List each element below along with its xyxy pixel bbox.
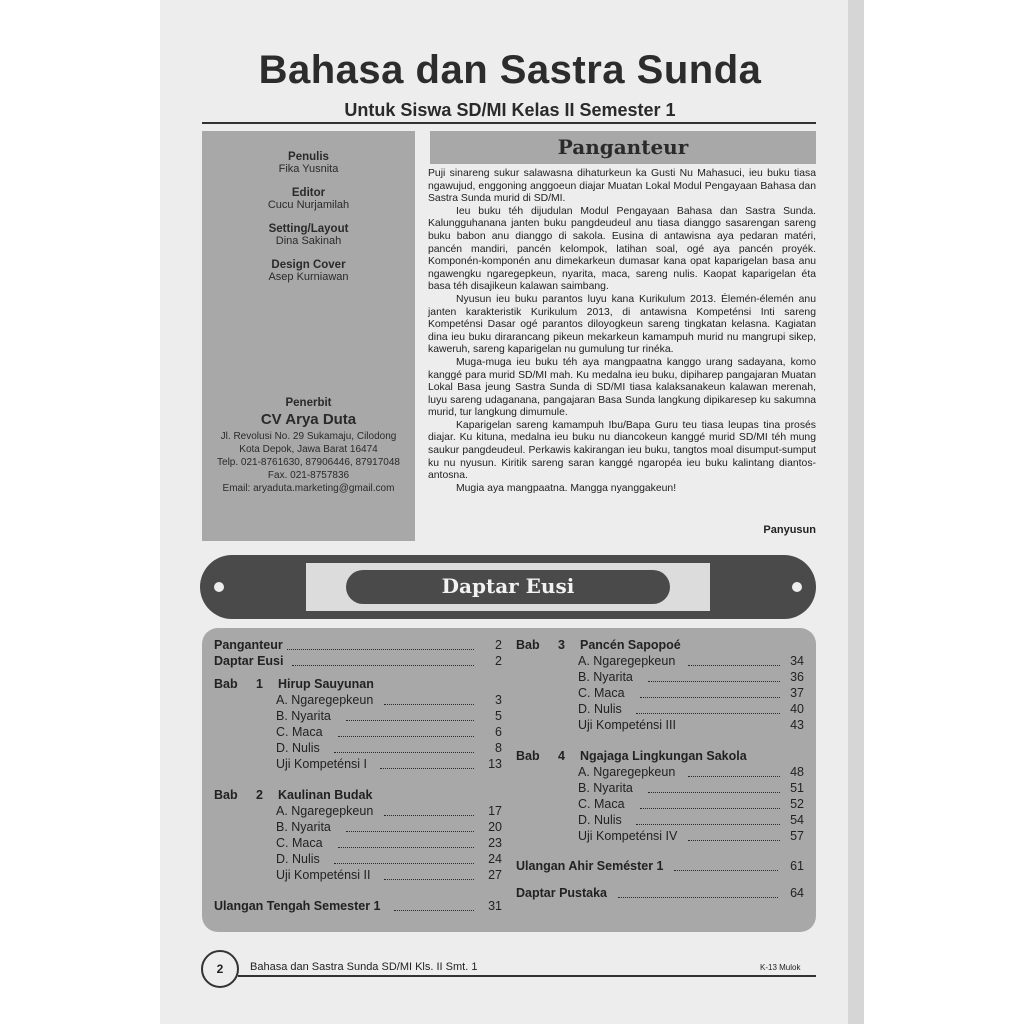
toc-entry-preface [214,638,502,653]
toc-entry-page: 31 [488,899,502,913]
toc-entry-label: C. Maca [276,725,326,740]
page-number: 2 [201,950,239,988]
toc-entry-page: 54 [790,813,804,827]
banner-pill [346,570,670,604]
credit-name: Dina Sakinah [275,235,342,247]
chapter-bab: Bab [516,638,540,652]
toc-panel [202,628,816,932]
credit-role: Editor [291,187,326,199]
publisher-block [202,397,415,495]
toc-title: Daptar Eusi [441,574,575,598]
toc-entry-label: B. Nyarita [276,820,334,835]
chapter-number: 3 [558,638,565,652]
publisher-name: CV Arya Duta [260,411,357,428]
toc-entry [578,781,804,796]
credit-writer [202,151,415,175]
toc-entry [276,820,502,835]
toc-entry-contents [214,654,502,669]
toc-entry [276,868,502,883]
toc-entry [276,725,502,740]
chapter-title: Pancén Sapopoé [580,638,681,652]
toc-entry-page: 17 [488,804,502,818]
toc-entry-page: 2 [495,654,502,668]
chapter-number: 2 [256,788,263,802]
chapter-bab: Bab [214,788,238,802]
toc-entry-midterm [214,899,502,914]
toc-entry-label: Uji Kompeténsi IV [578,829,680,844]
chapter-title: Ngajaga Lingkungan Sakola [580,749,747,763]
toc-entry-label: Uji Kompeténsi III [578,718,679,733]
toc-entry-label: C. Maca [276,836,326,851]
preface-paragraph: Puji sinareng sukur salawasna dihaturkeun ka Gusti Nu Mahasuci, ieu buku tiasa ngawujud, enggoning anggoeun diajar Muatan Lokal Modul Pengayaan Bahasa dan Sastra Sunda murid di SD/MI. [428,168,816,205]
toc-entry [276,757,502,772]
banner-dot [792,582,802,592]
toc-entry-label: Uji Kompeténsi I [276,757,370,772]
toc-entry-page: 36 [790,670,804,684]
toc-entry [276,741,502,756]
credit-editor [202,187,415,211]
toc-entry-page: 40 [790,702,804,716]
credit-cover [202,259,415,283]
toc-entry-page: 61 [790,859,804,873]
toc-entry-page: 37 [790,686,804,700]
toc-entry-bibliography [516,886,804,901]
preface-signature: Panyusun [763,524,816,536]
preface-paragraph: Muga-muga ieu buku téh aya mangpaatna kanggo urang sadayana, komo kanggé para murid SD/MI mah. Ku medalna ieu buku, dipiharep pangajaran Muatan Lokal Basa jeung Sastra Sunda di SD/MI tiasa kalaksanakeun kalawan merenah, luyu sareng udaganana, pangajaran Basa Sunda langkung dipikaresep ku sakumna murid, tur langkung dimumule. [428,356,816,419]
preface-paragraph: Kaparigelan sareng kamampuh Ibu/Bapa Guru teu tiasa leupas tina prosés diajar. Ku kituna, medalna ieu buku nu diancokeun kanggé murid SD/MI téh mung saukur pangdeudeul. Perkawis kakirangan ieu buku, tangtos moal disumput-sumput ku nu nyusun. Kiritik sareng saran kanggé ngaropéa ieu buku kalintang diantos-antosna. [428,419,816,482]
toc-entry-page: 24 [488,852,502,866]
publisher-label: Penerbit [285,397,332,409]
toc-entry-label: D. Nulis [276,741,323,756]
publisher-email: Email: aryaduta.marketing@gmail.com [222,483,395,494]
footer-curriculum-code: K-13 Mulok [760,963,801,972]
toc-entry [276,709,502,724]
toc-entry-label: C. Maca [578,797,628,812]
toc-entry-label: B. Nyarita [578,781,636,796]
toc-entry [578,765,804,780]
toc-entry-label: Daptar Pustaka [516,886,610,901]
publisher-fax: Fax. 021-8757836 [267,470,350,481]
toc-entry-page: 51 [790,781,804,795]
toc-entry [276,836,502,851]
toc-entry [578,718,804,733]
toc-entry-page: 2 [495,638,502,652]
chapter-title: Hirup Sauyunan [278,677,374,691]
toc-entry-label: Uji Kompeténsi II [276,868,373,883]
chapter-bab: Bab [516,749,540,763]
toc-entry [276,804,502,819]
toc-entry-page: 52 [790,797,804,811]
toc-entry-label: B. Nyarita [276,709,334,724]
toc-entry-label: D. Nulis [578,813,625,828]
toc-banner [200,555,816,619]
chapter-bab: Bab [214,677,238,691]
credit-role: Setting/Layout [268,223,349,235]
toc-entry [578,702,804,717]
toc-entry-page: 13 [488,757,502,771]
toc-entry-page: 23 [488,836,502,850]
chapter-title: Kaulinan Budak [278,788,373,802]
toc-entry-label: Ulangan Ahir Seméster 1 [516,859,667,874]
toc-entry-label: Panganteur [214,638,286,653]
toc-entry [578,829,804,844]
preface-paragraph: Mugia aya mangpaatna. Mangga nyanggakeun! [456,482,677,494]
toc-entry-label: C. Maca [578,686,628,701]
toc-entry-page: 48 [790,765,804,779]
toc-entry-label: A. Ngaregepkeun [276,693,376,708]
toc-entry-page: 5 [495,709,502,723]
toc-entry [578,813,804,828]
footer-running-title: Bahasa dan Sastra Sunda SD/MI Kls. II Smt. 1 [250,961,478,973]
toc-entry-page: 6 [495,725,502,739]
toc-entry-page: 57 [790,829,804,843]
preface-header [430,131,816,164]
publisher-address: Jl. Revolusi No. 29 Sukamaju, Cilodong [220,431,397,442]
preface-title: Panganteur [557,135,689,159]
credits-panel [202,131,415,541]
toc-entry-page: 3 [495,693,502,707]
toc-entry-final-exam [516,859,804,874]
credit-role: Penulis [288,151,329,163]
toc-entry [276,693,502,708]
toc-entry-label: A. Ngaregepkeun [578,765,678,780]
preface-paragraph: Nyusun ieu buku parantos luyu kana Kurikulum 2013. Élemén-élemén anu janten karakteristik Kurikulum 2013, di antawisna Kompeténsi Inti sareng Kompeténsi Dasar ogé parantos diloyogkeun sareng tingkatan kelasna. Kagiatan dina ieu buku dirarancang pikeun mekarkeun kamampuh murid nu mangrupi sikep, kaweruh, sareng kaparigelan nu gumulung tur rinéka. [428,293,816,356]
toc-entry-label: B. Nyarita [578,670,636,685]
credit-role: Design Cover [271,259,346,271]
toc-entry [578,670,804,685]
footer-rule [238,975,816,977]
book-title: Bahasa dan Sastra Sunda [258,48,762,92]
header-rule [202,122,816,124]
toc-entry-page: 27 [488,868,502,882]
page-edge-shadow [848,0,864,1024]
toc-entry-label: D. Nulis [276,852,323,867]
toc-entry [578,654,804,669]
credit-name: Asep Kurniawan [268,271,349,283]
toc-entry [578,686,804,701]
toc-entry-page: 20 [488,820,502,834]
publisher-phone: Telp. 021-8761630, 87906446, 87917048 [217,457,400,468]
credit-name: Cucu Nurjamilah [267,199,350,211]
toc-entry [578,797,804,812]
publisher-city: Kota Depok, Jawa Barat 16474 [239,444,378,455]
toc-entry-label: A. Ngaregepkeun [578,654,678,669]
banner-plate [306,563,710,611]
toc-entry-label: D. Nulis [578,702,625,717]
toc-entry-label: Daptar Eusi [214,654,286,669]
banner-dot [214,582,224,592]
credit-name: Fika Yusnita [278,163,339,175]
toc-entry [276,852,502,867]
credit-layout [202,223,415,247]
preface-body [428,168,816,495]
book-subtitle: Untuk Siswa SD/MI Kelas II Semester 1 [344,100,676,120]
toc-entry-page: 34 [790,654,804,668]
chapter-number: 4 [558,749,565,763]
toc-entry-page: 64 [790,886,804,900]
preface-paragraph: Ieu buku téh dijudulan Modul Pengayaan Bahasa dan Sastra Sunda. Kalungguhanana janten buku pangdeudeul anu tiasa dianggo sasarengan sareng buku babon anu dianggo di sakola. Eusina di antawisna aya pedaran matéri, pancén mandiri, pancén kelompok, latihan soal, ogé aya pancén proyék. Komponén-komponén anu dimekarkeun dumasar kana opat kaparigelan basa anu ngawengku ngaregepkeun, nyarita, maca, sareng nulis. Kaopat kaparigelan éta basa téh disajikeun kalawan saimbang. [428,205,816,293]
toc-entry-label: Ulangan Tengah Semester 1 [214,899,384,914]
toc-entry-page: 8 [495,741,502,755]
toc-entry-label: A. Ngaregepkeun [276,804,376,819]
chapter-number: 1 [256,677,263,691]
toc-entry-page: 43 [790,718,804,732]
